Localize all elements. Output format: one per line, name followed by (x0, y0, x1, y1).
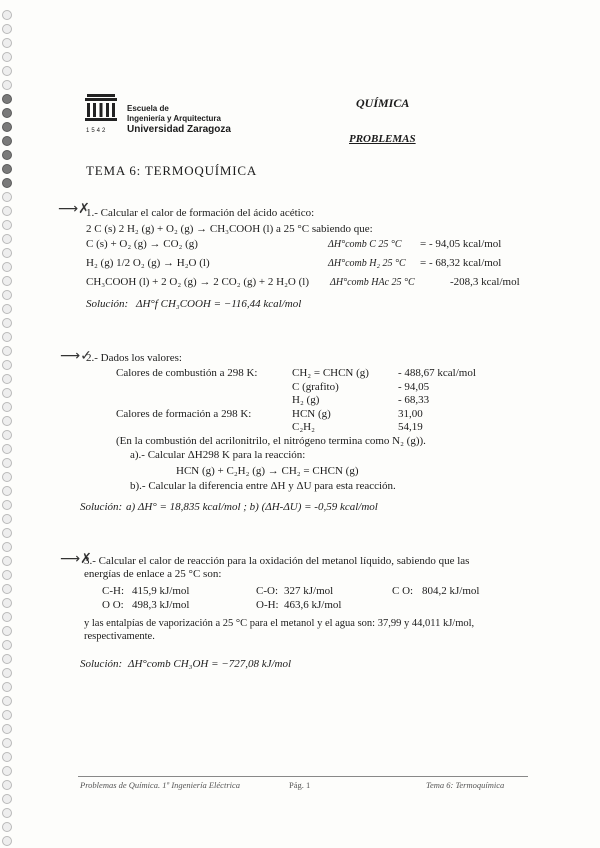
tema-title: TEMA 6: TERMOQUÍMICA (86, 163, 258, 178)
p2-part-a: a).- Calcular ΔH298 K para la reacción: (130, 449, 306, 461)
p1-solution-value: ΔH°f CH₃COOH = −116,44 kcal/mol (136, 298, 302, 310)
p1-dh-1: ΔH°comb C 25 °C (328, 239, 402, 250)
binder-hole (2, 626, 12, 636)
binder-hole (2, 836, 12, 846)
binder-hole (2, 360, 12, 370)
binder-hole (2, 192, 12, 202)
p3-bond-value-1: 327 kJ/mol (284, 585, 334, 597)
binder-hole (2, 136, 12, 146)
binder-hole (2, 738, 12, 748)
p2-comb-value-1: - 94,05 (398, 381, 430, 393)
check-mark-icon: ⟶✓ (60, 348, 92, 364)
binder-hole (2, 822, 12, 832)
p3-text2: respectivamente. (84, 631, 155, 642)
binder-hole (2, 528, 12, 538)
p1-val-2: = - 68,32 kcal/mol (420, 257, 502, 269)
footer-left: Problemas de Química. 1º Ingeniería Eléctrica (80, 780, 241, 790)
binder-hole (2, 388, 12, 398)
university-name: Universidad Zaragoza (127, 124, 231, 135)
binder-hole (2, 304, 12, 314)
p2-reaction: HCN (g) + C₂H₂ (g) → CH₂ = CHCN (g) (176, 465, 359, 477)
school-line1: Escuela de (127, 104, 169, 113)
p3-bond-value-4: 463,6 kJ/mol (284, 599, 342, 611)
binder-hole (2, 794, 12, 804)
footer-divider (78, 776, 528, 777)
binder-hole (2, 710, 12, 720)
binder-hole (2, 472, 12, 482)
binder-hole (2, 444, 12, 454)
binder-hole (2, 164, 12, 174)
p2-form-label: Calores de formación a 298 K: (116, 408, 252, 420)
binder-hole (2, 66, 12, 76)
binder-hole (2, 570, 12, 580)
school-line2: Ingeniería y Arquitectura (127, 114, 221, 123)
p2-note: (En la combustión del acrilonitrilo, el nitrógeno termina como N₂ (g)). (116, 435, 426, 447)
logo-year: 1542 (86, 128, 108, 134)
p1-title: 1.- Calcular el calor de formación del ácido acético: (86, 207, 315, 219)
binder-hole (2, 374, 12, 384)
binder-hole (2, 724, 12, 734)
binder-hole (2, 752, 12, 762)
binder-hole (2, 556, 12, 566)
p3-bond-2: C O: (392, 585, 414, 597)
p3-title2: energías de enlace a 25 °C son: (84, 568, 222, 580)
p1-dh-2: ΔH°comb H₂ 25 °C (328, 258, 406, 269)
p1-eq-0: 2 C (s) 2 H₂ (g) + O₂ (g) → CH₃COOH (l) a 25 °C sabiendo que: (86, 223, 373, 235)
binder-hole (2, 318, 12, 328)
binder-hole (2, 94, 12, 104)
p1-eq-1: C (s) + O₂ (g) → CO₂ (g) (86, 238, 198, 250)
p2-comb-value-2: - 68,33 (398, 394, 430, 406)
p3-title: 3.- Calcular el calor de reacción para la oxidación del metanol líquido, sabiendo que las (84, 555, 470, 567)
binder-hole (2, 808, 12, 818)
p3-bond-value-3: 498,3 kJ/mol (132, 599, 190, 611)
subject-title: QUÍMICA (356, 96, 410, 110)
binder-hole (2, 290, 12, 300)
check-mark-icon: ⟶✗ (58, 201, 90, 217)
p2-comb-species-2: H₂ (g) (292, 394, 320, 406)
p3-solution-label: Solución: (80, 658, 123, 670)
binder-hole (2, 766, 12, 776)
binder-hole (2, 416, 12, 426)
p3-bond-value-2: 804,2 kJ/mol (422, 585, 480, 597)
p2-form-value-1: 54,19 (398, 421, 423, 433)
binder-hole (2, 654, 12, 664)
binder-hole (2, 80, 12, 90)
binder-hole (2, 696, 12, 706)
binder-hole (2, 486, 12, 496)
p2-form-species-1: C₂H₂ (292, 421, 315, 433)
p3-bond-0: C-H: (102, 585, 124, 597)
p2-part-b: b).- Calcular la diferencia entre ΔH y ΔU para esta reacción. (130, 480, 396, 492)
binder-hole (2, 402, 12, 412)
binder-hole (2, 52, 12, 62)
p1-solution-label: Solución: (86, 298, 129, 310)
p2-form-species-0: HCN (g) (292, 408, 331, 420)
binder-hole (2, 640, 12, 650)
binder-hole (2, 24, 12, 34)
footer-page: Pág. 1 (289, 780, 311, 790)
p1-dh-3: ΔH°comb HAc 25 °C (330, 277, 415, 288)
binder-hole (2, 38, 12, 48)
binder-hole (2, 206, 12, 216)
binder-hole (2, 10, 12, 20)
binder-hole (2, 780, 12, 790)
p2-solution-label: Solución: (80, 501, 123, 513)
p3-solution-value: ΔH°comb CH₃OH = −727,08 kJ/mol (128, 658, 292, 670)
binder-hole (2, 598, 12, 608)
binder-hole (2, 178, 12, 188)
binder-hole (2, 122, 12, 132)
p1-val-1: = - 94,05 kcal/mol (420, 238, 502, 250)
binder-hole (2, 668, 12, 678)
binder-hole (2, 542, 12, 552)
p2-form-value-0: 31,00 (398, 408, 423, 420)
binder-hole (2, 430, 12, 440)
binder-hole (2, 514, 12, 524)
binder-hole (2, 612, 12, 622)
binder-hole (2, 682, 12, 692)
binder-hole (2, 276, 12, 286)
check-mark-icon: ⟶✗ (60, 551, 92, 567)
binder-hole (2, 220, 12, 230)
p2-title: 2.- Dados los valores: (86, 352, 182, 364)
binder-hole (2, 584, 12, 594)
p2-comb-label: Calores de combustión a 298 K: (116, 367, 258, 379)
p2-comb-species-1: C (grafito) (292, 381, 339, 393)
p1-val-3: -208,3 kcal/mol (450, 276, 520, 288)
p2-comb-species-0: CH₂ = CHCN (g) (292, 367, 369, 379)
p1-eq-2: H₂ (g) 1/2 O₂ (g) → H₂O (l) (86, 257, 210, 269)
binder-hole (2, 262, 12, 272)
binder-holes (0, 0, 14, 848)
p3-bond-3: O O: (102, 599, 124, 611)
binder-hole (2, 346, 12, 356)
section-title: PROBLEMAS (349, 133, 416, 145)
binder-hole (2, 108, 12, 118)
binder-hole (2, 234, 12, 244)
binder-hole (2, 500, 12, 510)
p3-bond-value-0: 415,9 kJ/mol (132, 585, 190, 597)
p1-eq-3: CH₃COOH (l) + 2 O₂ (g) → 2 CO₂ (g) + 2 H₂O (l) (86, 276, 309, 288)
p2-solution-value: a) ΔH° = 18,835 kcal/mol ; b) (ΔH-ΔU) = -0,59 kcal/mol (126, 501, 378, 513)
p2-comb-value-0: - 488,67 kcal/mol (398, 367, 476, 379)
binder-hole (2, 332, 12, 342)
binder-hole (2, 150, 12, 160)
footer-right: Tema 6: Termoquímica (426, 780, 505, 790)
p3-bond-1: C-O: (256, 585, 278, 597)
binder-hole (2, 458, 12, 468)
p3-text1: y las entalpías de vaporización a 25 °C para el metanol y el agua son: 37,99 y 44,011 kJ/mol, (84, 618, 475, 629)
p3-bond-4: O-H: (256, 599, 279, 611)
binder-hole (2, 248, 12, 258)
